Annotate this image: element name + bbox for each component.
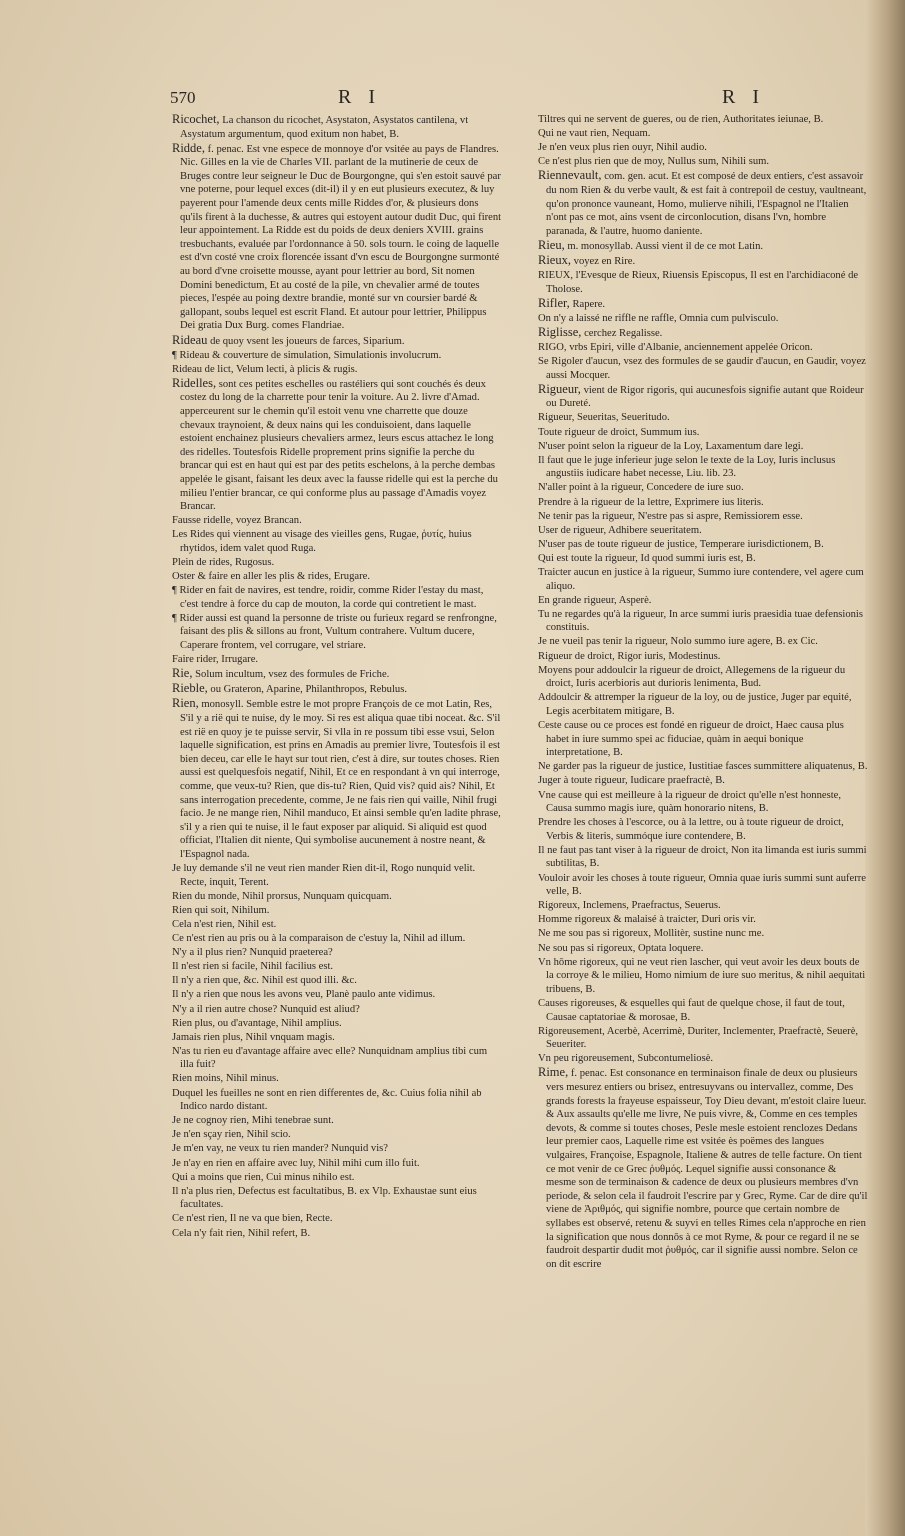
entry-text: Vne cause qui est meilleure à la rigueur de droict qu'elle n'est honneste, Causa summo magis iure, quàm honorario nitens, B.: [538, 789, 841, 815]
dictionary-entry: [538, 127, 868, 141]
dictionary-entry: [538, 411, 868, 425]
entry-text: voyez en Rire.: [573, 255, 636, 267]
entry-headword: Rieble,: [172, 681, 208, 696]
entry-text: Les Rides qui viennent au visage des vieilles gens, Rugae, ῥυτίς, huius rhytidos, idem valet quod Ruga.: [172, 529, 472, 554]
entry-text: Je luy demande s'il ne veut rien mander Rien dit-il, Rogo nunquid velit. Recte, inquit, Terent.: [172, 863, 476, 888]
dictionary-entry: [538, 650, 868, 664]
right-running-head: R I: [722, 86, 765, 108]
entry-headword: Rifler,: [538, 295, 570, 310]
dictionary-entry: [538, 997, 868, 1024]
dictionary-entry: [172, 1171, 502, 1185]
dictionary-entry: [172, 890, 502, 904]
entry-text: Vn hōme rigoreux, qui ne veut rien lascher, qui veut avoir les deux bouts de la corroye & le milieu, Homo nimium de iure suo meritus, & nihil aequitati tribuens, B.: [538, 956, 866, 995]
dictionary-entry: [538, 691, 868, 718]
dictionary-entry: [172, 682, 502, 697]
entry-text: f. penac. Est consonance en terminaison finale de deux ou plusieurs vers mesurez entiers ou brisez, entresuyvans ou intervallez, comme, Des grands forests la frayeuse espaisseur, Toy Dieu devant, m'estoit claire lueur. & Aux assaults qu'elle me livre, Ne puis vivre, &, Comme en ces temples devots, & comme si toutes choses, Pesle mesle estoient renclozes Dedans leur premier caos, Laquelle rime est vsitée ès poëmes des langues vulgaires, Françoise, Espagnole, Italiene & autres de telle facture. On tient ce mot venir de ce Grec ῥυθμός. Lequel signifie aussi consonance & mesme son de terminaison & cadence de deux ou plusieurs membres d'vn periode, & selon cela il faudroit l'escrire par y Grec, Ryme. Car de dire qu'il viene de Ἀριθμός, qui signifie nombre, pource que certain nombre de syllabes est observé, retenu & suyvi en telles Rimes cela n'approche en rien la signification que nous donnōs à ce mot Ryme, & pour ce regard il ne se faudroit despartir dudit mot ῥυθμός, car il signifie aussi nombre. Selon ce on dit escrire: [546, 1068, 868, 1270]
entry-text: En grande rigueur, Asperè.: [538, 594, 652, 606]
dictionary-entry: [538, 899, 868, 913]
entry-text: Addoulcir & attremper la rigueur de la loy, ou de justice, Juger par equité, Legis acerbitatem mitigare, B.: [538, 692, 852, 717]
entry-text: Il n'y a rien que, &c. Nihil est quod illi. &c.: [172, 975, 357, 987]
dictionary-entry: [172, 349, 502, 363]
entry-headword: Rideau: [172, 332, 208, 347]
entry-text: Je ne cognoy rien, Mihi tenebrae sunt.: [172, 1115, 334, 1127]
entry-text: N'y a il plus rien? Nunquid praeterea?: [172, 947, 333, 959]
dictionary-entry: [538, 297, 868, 312]
entry-text: Ceste cause ou ce proces est fondé en rigueur de droict, Haec causa plus habet in iure summo spei ac fiduciae, quàm in aequi bonique interpretatione, B.: [538, 720, 844, 759]
entry-text: com. gen. acut. Et est composé de deux entiers, c'est assavoir du nom Rien & du verbe vault, & est fait à contrepoil de cestuy, vaultneant, qu'on prononce vauneant, Homo, mulierve nihili, l'Espagnol ne l'Italien n'ont pas ce mot, ains vsent de circonlocution, disans l'vn, hombre paranada, & l'autre, huomo daniente.: [546, 171, 867, 237]
dictionary-entry: [538, 341, 868, 355]
dictionary-entry: [172, 960, 502, 974]
dictionary-entry: [538, 816, 868, 843]
entry-text: Rideau de lict, Velum lecti, à plicis & rugis.: [172, 363, 358, 375]
dictionary-entry: [172, 1045, 502, 1072]
entry-text: Tu ne regardes qu'à la rigueur, In arce summi iuris praesidia tuae defensionis constituis.: [538, 608, 863, 634]
entry-text: ou Grateron, Aparine, Philanthropos, Rebulus.: [210, 684, 407, 696]
dictionary-entry: [538, 956, 868, 997]
dictionary-entry: [538, 239, 868, 254]
entry-text: Ce n'est rien, Il ne va que bien, Recte.: [172, 1213, 333, 1225]
entry-text: ¶ Rideau & couverture de simulation, Simulationis involucrum.: [172, 349, 442, 361]
dictionary-entry: [538, 481, 868, 495]
entry-text: Je m'en vay, ne veux tu rien mander? Nunquid vis?: [172, 1143, 388, 1155]
dictionary-entry: [172, 514, 502, 528]
dictionary-entry: [172, 697, 502, 861]
entry-text: Qui est toute la rigueur, Id quod summi iuris est, B.: [538, 552, 756, 564]
dictionary-entry: [538, 872, 868, 899]
dictionary-entry: [538, 844, 868, 871]
entry-text: Ce n'est plus rien que de moy, Nullus sum, Nihili sum.: [538, 156, 770, 168]
entry-text: vient de Rigor rigoris, qui aucunesfois signifie autant que Roideur ou Dureté.: [546, 384, 864, 410]
dictionary-entry: [172, 556, 502, 570]
entry-text: Ne garder pas la rigueur de justice, Iustitiae fasces summittere aliquatenus, B.: [538, 761, 868, 773]
entry-headword: Rieu,: [538, 237, 565, 252]
dictionary-entry: [172, 570, 502, 584]
entry-text: Rien moins, Nihil minus.: [172, 1073, 279, 1085]
entry-text: Vouloir avoir les choses à toute rigueur, Omnia quae iuris summi sunt auferre velle, B.: [538, 872, 867, 898]
dictionary-entry: [172, 612, 502, 653]
dictionary-entry: [172, 667, 502, 682]
entry-headword: Rien,: [172, 696, 199, 711]
entry-text: Rapere.: [572, 298, 606, 310]
entry-headword: Rigueur,: [538, 381, 581, 396]
entry-text: Rien plus, ou d'avantage, Nihil amplius.: [172, 1017, 342, 1029]
dictionary-entry: [538, 760, 868, 774]
dictionary-entry: [172, 1185, 502, 1212]
entry-text: Il ne faut pas tant viser à la rigueur de droict, Non ita limanda est iuris summi subtilitas, B.: [538, 844, 867, 870]
dictionary-entry: [538, 524, 868, 538]
entry-text: Vn peu rigoreusement, Subcontumeliosè.: [538, 1053, 714, 1065]
dictionary-entry: [538, 326, 868, 341]
entry-text: N'y a il rien autre chose? Nunquid est aliud?: [172, 1003, 360, 1015]
dictionary-entry: [538, 141, 868, 155]
entry-text: Ne me sou pas si rigoreux, Mollitèr, sustine nunc me.: [538, 928, 765, 940]
dictionary-entry: [538, 1066, 868, 1271]
dictionary-entry: [172, 584, 502, 611]
entry-text: Causes rigoreuses, & esquelles qui faut de quelque chose, il faut de tout, Causae captatoriae & morosae, B.: [538, 997, 845, 1023]
dictionary-entry: [538, 774, 868, 788]
dictionary-entry: [538, 913, 868, 927]
entry-headword: Rieux,: [538, 252, 571, 267]
dictionary-entry: [172, 1003, 502, 1017]
left-running-head: R I: [338, 86, 381, 108]
dictionary-entry: [538, 566, 868, 593]
entry-text: Prendre à la rigueur de la lettre, Exprimere ius literis.: [538, 496, 764, 508]
entry-text: sont ces petites eschelles ou rastéliers qui sont couchés és deux costez du long de la charrette pour tenir la voiture. Au 2. livre d'Amad. apperceurent sur le chemin qu'il estoit venu vne charrette que douze chevaux traynoient, & deux nains qui les conduisoient, dans laquelle estoient enchainez plusieurs chevaliers armez, leurs escus attachez le long des ridelles. Toutesfois Ridelle proprement prins signifie la perche du brancar qui est en haut qui est par des petits eschelons, à la perche dembas appelée le gisant, faisant les deux avec la fausse ridelle qui est la perche du milieu l'entier brancar, ce qui conforme plus au passage d'Amadis voyez Brancar.: [180, 378, 498, 513]
dictionary-entry: [538, 383, 868, 411]
page-number: 570: [170, 88, 196, 107]
dictionary-entry: [538, 719, 868, 760]
dictionary-entry: [172, 946, 502, 960]
dictionary-entry: [538, 942, 868, 956]
dictionary-entry: [172, 974, 502, 988]
dictionary-entry: [172, 904, 502, 918]
dictionary-entry: [538, 269, 868, 296]
dictionary-entry: [538, 789, 868, 816]
entry-headword: Riglisse,: [538, 324, 582, 339]
entry-text: N'as tu rien eu d'avantage affaire avec elle? Nunquidnam amplius tibi cum illa fuit?: [172, 1045, 488, 1071]
dictionary-entry: [538, 355, 868, 382]
entry-headword: Ridelles,: [172, 375, 217, 390]
entry-text: Duquel les fueilles ne sont en rien differentes de, &c. Cuius folia nihil ab Indico nardo distant.: [172, 1087, 482, 1113]
dictionary-entry: [538, 113, 868, 127]
dictionary-entry: [172, 1072, 502, 1086]
entry-text: User de rigueur, Adhibere seueritatem.: [538, 524, 702, 536]
entry-text: RIEUX, l'Evesque de Rieux, Riuensis Episcopus, Il est en l'archidiaconé de Tholose.: [538, 270, 859, 295]
entry-text: Ne tenir pas la rigueur, N'estre pas si aspre, Remissiorem esse.: [538, 510, 803, 522]
entry-text: Jamais rien plus, Nihil vnquam magis.: [172, 1031, 335, 1043]
entry-text: N'user point selon la rigueur de la Loy, Laxamentum dare legi.: [538, 440, 804, 452]
entry-headword: Ricochet,: [172, 112, 220, 126]
entry-text: Juger à toute rigueur, Iudicare praefractè, B.: [538, 775, 725, 787]
entry-text: Tiltres qui ne servent de gueres, ou de rien, Authoritates ieiunae, B.: [538, 114, 824, 125]
entry-text: Il n'a plus rien, Defectus est facultatibus, B. ex Vlp. Exhaustae sunt eius facultates.: [172, 1185, 477, 1211]
entry-text: monosyll. Semble estre le mot propre François de ce mot Latin, Res, S'il y a rië qui te nuise, dy le moy. Si res est aliqua quae tibi noceat. &c. S'il est rië en quoy je te puisse servir, Si vlla in re possum tibi esse vsui, Selon laquelle signification, est prins en Amadis au premier livre, Toutesfois il est bien deceu, car elle le hayt sur tout rien, c'est à dire, sur toutes choses. Rien aussi est quelquesfois negatif, Nihil, Et ce en respondant à vn qui interroge, comme, que veux-tu? Rien, que dis-tu? Rien, Quid vis? quid ais? Nihil, Et sans interrogation precedente, comme, Je ne fais rien qui vaille, Nihil frugi facio. Je ne mange rien, Nihil manduco, Et ainsi semble qu'en ladite phrase, s'il y a rien qui te nuise, il le faut exposer par aliquid. Si aliquid est quod officiat, l'Italien dit niente, Qui symbolise aucunement à nostre neant, & l'Espagnol nada.: [180, 699, 501, 860]
entry-text: Homme rigoreux & malaisé à traicter, Duri oris vir.: [538, 914, 756, 926]
entry-headword: Rime,: [538, 1065, 569, 1080]
dictionary-entry: [538, 552, 868, 566]
entry-text: cerchez Regalisse.: [584, 327, 663, 339]
entry-text: f. penac. Est vne espece de monnoye d'or vsitée au pays de Flandres. Nic. Gilles en la vie de Charles VII. parlant de la mutinerie de ceux de Bruges contre leur seigneur le Duc de Bourgongne, qui s'en estoit sauvé par vne poterne, pour lequel exces (dit-il) il y en eut plusieurs executez, & luy payerent pour l'amende deux cents mille Riddes d'or, & plusieurs dons qu'ils firent à la duchesse, & autres qui estoyent autour dudit Duc, qui firent leur appointement. La Ridde est du poids de deux deniers XVIII. grains tresbuchants, evaluée par l'ordonnance à 50. sols tourn. le coing de laquelle est d'vn costé vne croix florencée issant d'vn escu de Bourgongne surmonté au bord d'vne croisette mousse, ayant pour lettrier au bord, Sit nomen Domini benedictum, Et au costé de la pile, vn chevalier armé de toutes pieces, l'espée au poing dextre brandie, monté sur vn coursier bardé & gallopant, soubs lequel est escrit Fland. Et autour pour lettrier, Philippus Dei gratia Dux Burg. comes Flandriae.: [180, 143, 502, 332]
entry-text: Solum incultum, vsez des formules de Friche.: [195, 669, 390, 681]
dictionary-entry: [172, 363, 502, 377]
dictionary-entry: [172, 142, 502, 333]
dictionary-entry: [538, 1052, 868, 1066]
entry-text: Ce n'est rien au pris ou à la comparaison de c'estuy la, Nihil ad illum.: [172, 933, 466, 945]
dictionary-entry: [172, 377, 502, 514]
entry-text: ¶ Rider aussi est quand la personne de triste ou furieux regard se renfrongne, faisant des plis & sillons au front, Vultum contrahere. Vultum ducere, Caperare frontem, vel corrugare, vel striare.: [172, 612, 497, 652]
entry-headword: Rie,: [172, 666, 193, 681]
dictionary-entry: [538, 254, 868, 269]
dictionary-entry: [172, 1114, 502, 1128]
entry-text: Je ne vueil pas tenir la rigueur, Nolo summo iure agere, B. ex Cic.: [538, 636, 818, 648]
entry-text: Rigoreux, Inclemens, Praefractus, Seuerus.: [538, 900, 721, 912]
entry-text: La chanson du ricochet, Asystaton, Asystatos cantilena, vt Asystatum argumentum, quod exitum non habet, B.: [180, 115, 469, 140]
running-header: [0, 88, 905, 112]
dictionary-entry: [172, 932, 502, 946]
dictionary-entry: [538, 169, 868, 238]
entry-text: Il n'y a rien que nous les avons veu, Planè paulo ante vidimus.: [172, 989, 436, 1001]
entry-text: Je n'en veux plus rien ouyr, Nihil audio.: [538, 142, 707, 154]
dictionary-entry: [172, 528, 502, 555]
entry-text: Qui a moins que rien, Cui minus nihilo est.: [172, 1171, 355, 1183]
entry-text: Je n'ay en rien en affaire avec luy, Nihil mihi cum illo fuit.: [172, 1157, 420, 1169]
dictionary-entry: [172, 1227, 502, 1241]
dictionary-entry: [172, 988, 502, 1002]
entry-text: Plein de rides, Rugosus.: [172, 557, 275, 568]
dictionary-entry: [172, 1017, 502, 1031]
left-column: [172, 113, 502, 1241]
dictionary-entry: [538, 155, 868, 169]
entry-text: Il n'est rien si facile, Nihil facilius est.: [172, 961, 334, 973]
entry-headword: Ridde,: [172, 140, 205, 155]
entry-text: RIGO, vrbs Epiri, ville d'Albanie, anciennement appelée Oricon.: [538, 342, 813, 353]
dictionary-entry: [172, 1212, 502, 1226]
dictionary-entry: [172, 862, 502, 889]
dictionary-entry: [538, 594, 868, 608]
entry-text: Je n'en sçay rien, Nihil scio.: [172, 1129, 291, 1141]
entry-text: Rien du monde, Nihil prorsus, Nunquam quicquam.: [172, 890, 392, 902]
entry-text: Rien qui soit, Nihilum.: [172, 904, 270, 916]
entry-text: Cela n'y fait rien, Nihil refert, B.: [172, 1227, 311, 1239]
dictionary-entry: [172, 1128, 502, 1142]
entry-text: de quoy vsent les joueurs de farces, Siparium.: [210, 335, 405, 347]
entry-text: Prendre les choses à l'escorce, ou à la lettre, ou à toute rigueur de droict, Verbis & literis, summóque iure contendere, B.: [538, 817, 844, 842]
dictionary-entry: [538, 426, 868, 440]
dictionary-entry: [538, 538, 868, 552]
entry-text: Il faut que le juge inferieur juge selon le texte de la Loy, Iuris inclusus angustiis iudicare habet necesse, Liu. lib. 23.: [538, 454, 836, 480]
dictionary-entry: [538, 510, 868, 524]
entry-text: ¶ Rider en fait de navires, est tendre, roidir, comme Rider l'estay du mast, c'est tendre à force du cap de mouton, la corde qui contretient le mast.: [172, 585, 484, 610]
entry-text: Ne sou pas si rigoreux, Optata loquere.: [538, 942, 704, 954]
entry-text: Rigoreusement, Acerbè, Acerrimè, Duriter, Inclementer, Praefractè, Seuerè, Seueriter.: [538, 1025, 859, 1051]
entry-text: Rigueur de droict, Rigor iuris, Modestinus.: [538, 650, 721, 662]
entry-text: Moyens pour addoulcir la rigueur de droict, Allegemens de la rigueur du droict, Iuris acerbioris aut durioris lenimenta, Bud.: [538, 664, 846, 690]
entry-text: Traicter aucun en justice à la rigueur, Summo iure contendere, vel agere cum aliquo.: [538, 567, 864, 592]
dictionary-entry: [172, 653, 502, 667]
entry-text: Faire rider, Irrugare.: [172, 654, 259, 666]
dictionary-entry: [172, 1087, 502, 1114]
dictionary-entry: [538, 496, 868, 510]
dictionary-entry: [538, 1025, 868, 1052]
dictionary-entry: [172, 1142, 502, 1156]
dictionary-entry: [538, 440, 868, 454]
entry-text: Oster & faire en aller les plis & rides, Erugare.: [172, 571, 370, 583]
dictionary-entry: [538, 664, 868, 691]
dictionary-entry: [172, 918, 502, 932]
dictionary-entry: [172, 1031, 502, 1045]
dictionary-entry: [538, 312, 868, 326]
entry-text: Toute rigueur de droict, Summum ius.: [538, 426, 700, 438]
entry-text: Rigueur, Seueritas, Seueritudo.: [538, 412, 670, 424]
entry-text: Qui ne vaut rien, Nequam.: [538, 128, 651, 140]
entry-text: N'user pas de toute rigueur de justice, Temperare iurisdictionem, B.: [538, 538, 824, 550]
entry-headword: Riennevault,: [538, 168, 602, 183]
entry-text: Se Rigoler d'aucun, vsez des formules de se gaudir d'aucun, en Gaudir, voyez aussi Mocquer.: [538, 356, 866, 381]
entry-text: Fausse ridelle, voyez Brancan.: [172, 515, 302, 527]
right-column: [538, 113, 868, 1272]
dictionary-entry: [172, 1157, 502, 1171]
dictionary-entry: [172, 334, 502, 349]
entry-text: Cela n'est rien, Nihil est.: [172, 918, 277, 930]
entry-text: m. monosyllab. Aussi vient il de ce mot Latin.: [567, 240, 764, 252]
dictionary-entry: [538, 454, 868, 481]
entry-text: On n'y a laissé ne riffle ne raffle, Omnia cum pulvisculo.: [538, 312, 779, 324]
dictionary-entry: [538, 635, 868, 649]
dictionary-entry: [172, 113, 502, 141]
dictionary-entry: [538, 927, 868, 941]
page-gutter: [865, 0, 905, 1536]
dictionary-entry: [538, 608, 868, 635]
entry-text: N'aller point à la rigueur, Concedere de iure suo.: [538, 482, 744, 494]
